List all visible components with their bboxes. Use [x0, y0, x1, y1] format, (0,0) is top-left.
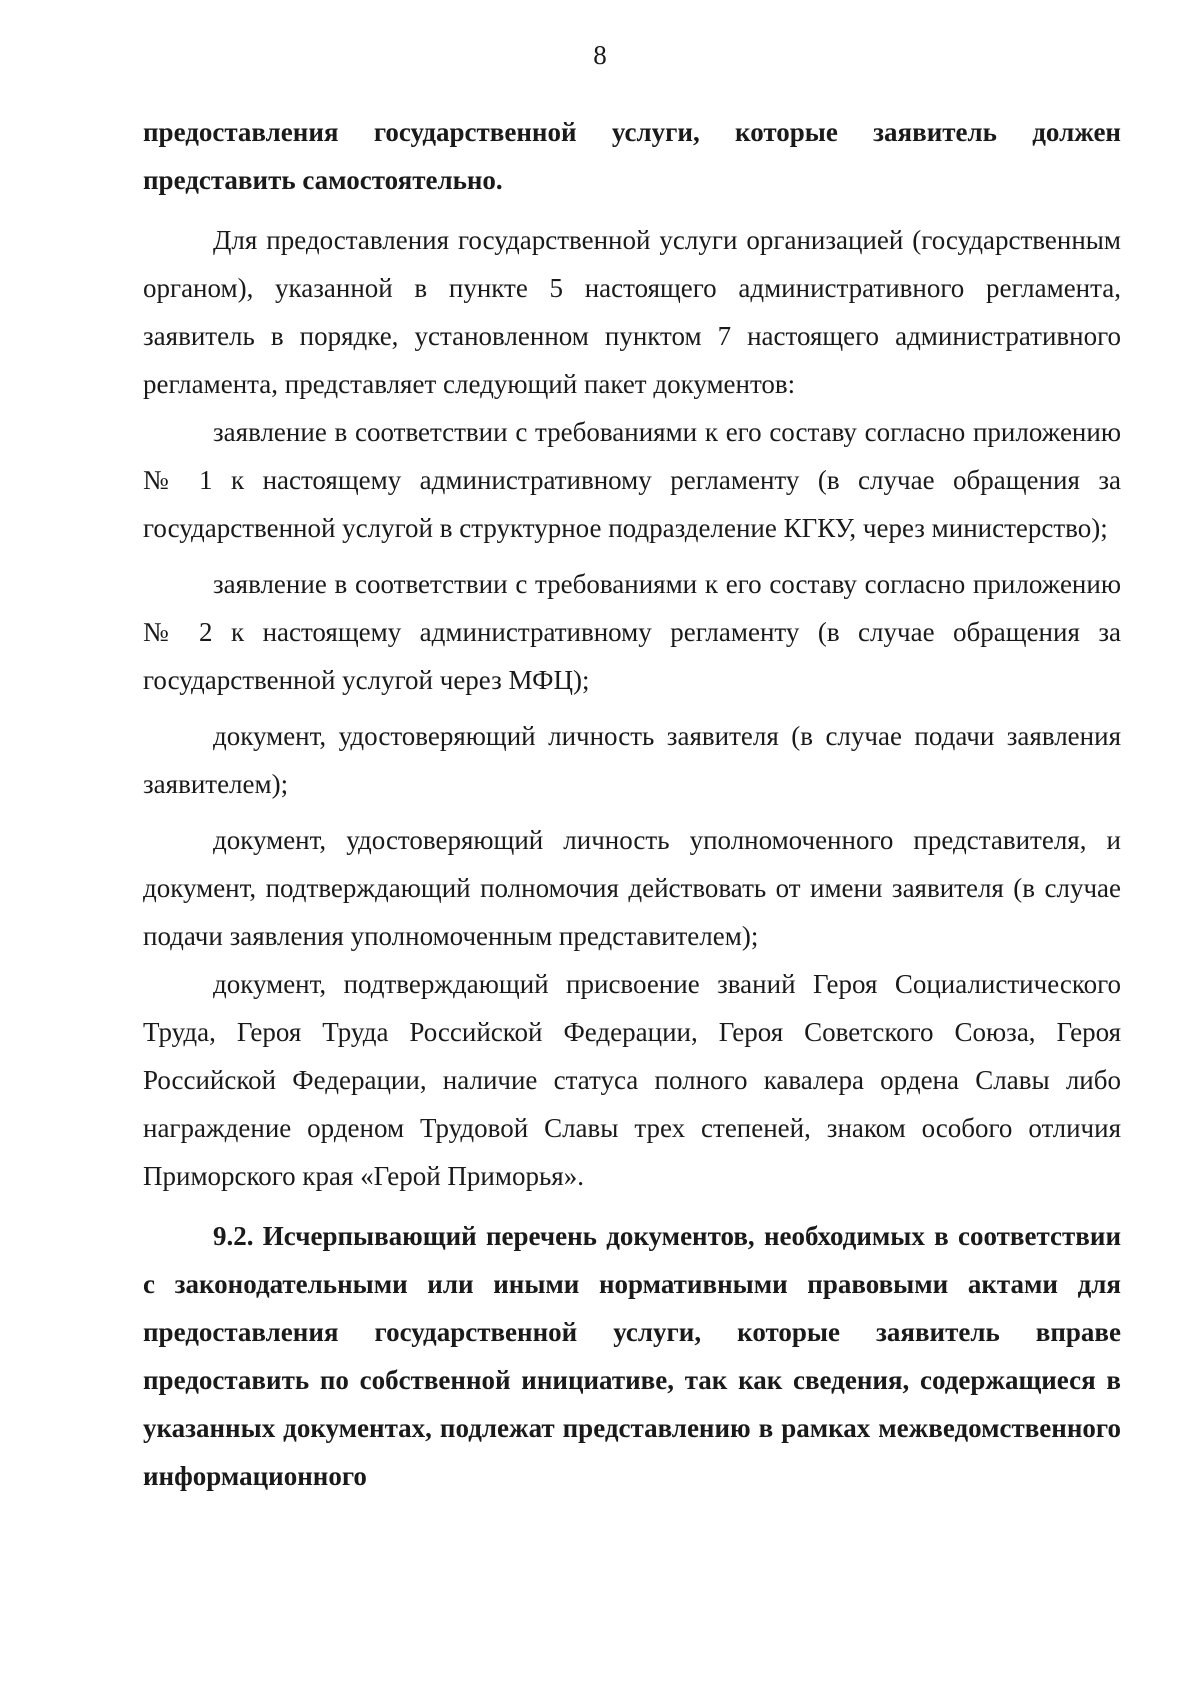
list-item-identity-applicant: документ, удостоверяющий личность заявителя (в случае подачи заявления заявителем);: [143, 721, 1121, 799]
list-item-hero-title-document: документ, подтверждающий присвоение званий Героя Социалистического Труда, Героя Труда Российской Федерации, Героя Советского Союза, Героя Российской Федерации, наличие статуса полного кавалера ордена Славы либо награждение орденом Трудовой Славы трех степеней, знаком особого отличия Приморского края «Герой Приморья».: [143, 969, 1121, 1191]
list-item-application-1: заявление в соответствии с требованиями к его составу согласно приложению № 1 к настоящему административному регламенту (в случае обращения за государственной услугой в структурное подразделение КГКУ, через министерство);: [143, 417, 1121, 543]
page-number: 8: [593, 40, 607, 70]
section-heading-continuation: предоставления государственной услуги, которые заявитель должен представить самостоятельно.: [143, 117, 1121, 195]
paragraph-intro: Для предоставления государственной услуги организацией (государственным органом), указанной в пункте 5 настоящего административного регламента, заявитель в порядке, установленном пунктом 7 настоящего административного регламента, представляет следующий пакет документов:: [143, 225, 1121, 399]
list-item-identity-representative: документ, удостоверяющий личность уполномоченного представителя, и документ, подтверждающий полномочия действовать от имени заявителя (в случае подачи заявления уполномоченным представителем);: [143, 825, 1121, 951]
list-item-application-2: заявление в соответствии с требованиями к его составу согласно приложению № 2 к настоящему административному регламенту (в случае обращения за государственной услугой через МФЦ);: [143, 569, 1121, 695]
document-body: [143, 108, 1121, 1500]
section-heading-9-2: 9.2. Исчерпывающий перечень документов, необходимых в соответствии с законодательными или иными нормативными правовыми актами для предоставления государственной услуги, которые заявитель вправе предоставить по собственной инициативе, так как сведения, содержащиеся в указанных документах, подлежат представлению в рамках межведомственного информационного: [143, 1221, 1121, 1491]
